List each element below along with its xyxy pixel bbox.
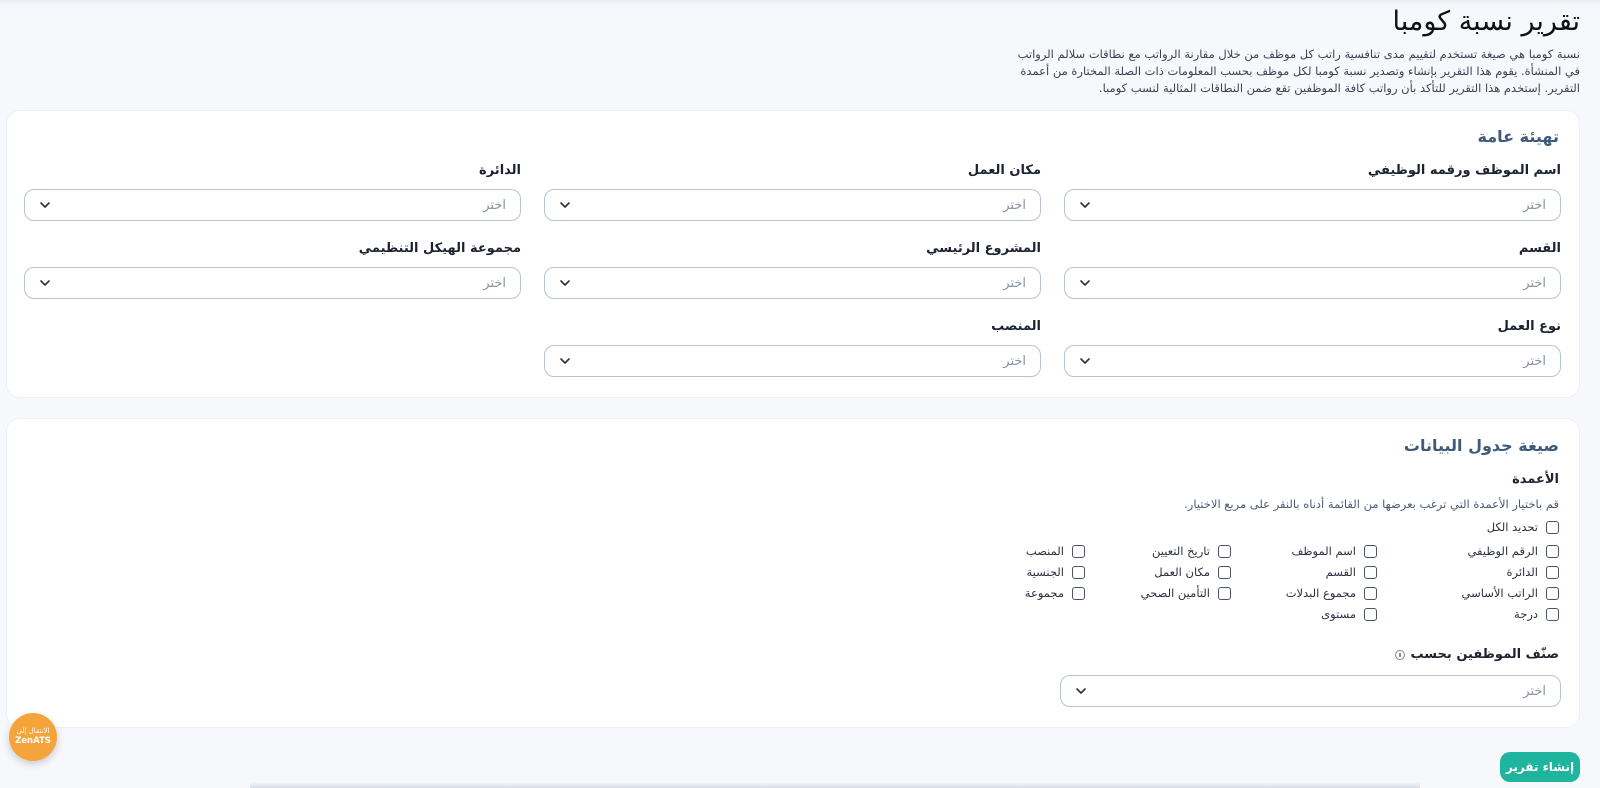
checkbox-box[interactable]	[1546, 521, 1559, 534]
position-field	[544, 319, 1041, 377]
column-checkbox-grade[interactable]	[1514, 607, 1559, 621]
work-type-field	[1064, 319, 1561, 377]
checkbox-box[interactable]	[1072, 587, 1085, 600]
sort-label-text: صنّف الموظفين بحسب	[1410, 647, 1559, 662]
general-setup-card	[6, 110, 1580, 398]
checkbox-box[interactable]	[1364, 566, 1377, 579]
checkbox-box[interactable]	[1546, 608, 1559, 621]
column-checkbox-employee-name[interactable]	[1292, 544, 1378, 558]
checkbox-label: الراتب الأساسي	[1461, 586, 1538, 600]
chevron-down-icon	[1075, 687, 1087, 695]
checkbox-box[interactable]	[1072, 566, 1085, 579]
checkbox-box[interactable]	[1546, 545, 1559, 558]
sort-by-select[interactable]	[1060, 675, 1561, 707]
checkbox-label: الرقم الوظيفي	[1467, 544, 1538, 558]
zenats-switch-badge[interactable]	[9, 713, 57, 761]
select-placeholder: اختر	[1003, 275, 1026, 291]
employee-name-id-select[interactable]	[1064, 189, 1561, 221]
bottom-shade	[250, 782, 1420, 788]
column-checkbox-hire-date[interactable]	[1152, 544, 1231, 558]
top-shadow	[0, 0, 1600, 6]
checkbox-label: تحديد الكل	[1486, 520, 1538, 534]
data-format-card	[6, 418, 1580, 728]
select-placeholder: اختر	[1003, 353, 1026, 369]
checkbox-label: درجة	[1514, 607, 1538, 621]
chevron-down-icon	[1079, 201, 1091, 209]
checkbox-label: مجموع البدلات	[1285, 586, 1356, 600]
checkbox-box[interactable]	[1218, 587, 1231, 600]
column-checkbox-position[interactable]	[1026, 544, 1085, 558]
general-setup-title: تهيئة عامة	[1477, 127, 1559, 146]
work-type-select[interactable]	[1064, 345, 1561, 377]
work-location-select[interactable]	[544, 189, 1041, 221]
page-description: نسبة كومبا هي صيغة تستخدم لتقييم مدى تنافسية راتب كل موظف من خلال مقارنة الرواتب مع نطاقات سلالم الرواتب في المنشأة. يقوم هذا التقرير بإنشاء وتصدير نسبة كومبا لكل موظف بحسب المعلومات ذات الصلة المختارة من أعمدة التقرير. إستخدم هذا التقرير للتأكد بأن رواتب كافة الموظفين تقع ضمن النطاقات المثالية لنسب كومبا.	[1017, 47, 1580, 95]
employee-name-id-field	[1064, 163, 1561, 221]
select-placeholder: اختر	[1523, 353, 1546, 369]
checkbox-box[interactable]	[1546, 566, 1559, 579]
field-label: مكان العمل	[967, 163, 1041, 178]
columns-label: الأعمدة	[1512, 472, 1559, 487]
checkbox-label: مجموعة	[1024, 586, 1064, 600]
columns-hint: قم باختيار الأعمدة التي ترغب بعرضها من القائمة أدناه بالنقر على مربع الاختيار.	[1184, 497, 1559, 511]
sort-employees-label	[1395, 647, 1559, 662]
column-checkbox-section[interactable]	[1326, 565, 1377, 579]
section-select[interactable]	[1064, 267, 1561, 299]
checkbox-label: القسم	[1325, 565, 1356, 579]
checkbox-box[interactable]	[1364, 587, 1377, 600]
zen-badge-line1: الانتقال إلى	[16, 727, 50, 735]
column-checkbox-group[interactable]	[1025, 586, 1085, 600]
checkbox-label: الجنسية	[1026, 565, 1064, 579]
work-location-field	[544, 163, 1041, 221]
select-placeholder: اختر	[1523, 197, 1546, 213]
select-placeholder: اختر	[1523, 275, 1546, 291]
chevron-down-icon	[559, 201, 571, 209]
field-label: مجموعة الهيكل التنظيمي	[358, 241, 521, 256]
main-project-select[interactable]	[544, 267, 1041, 299]
page-title: تقرير نسبة كومبا	[1392, 6, 1580, 37]
checkbox-box[interactable]	[1072, 545, 1085, 558]
select-placeholder: اختر	[483, 197, 506, 213]
generate-report-button[interactable]: إنشاء تقرير	[1500, 752, 1580, 782]
sort-by-field	[1060, 675, 1561, 707]
org-structure-group-select[interactable]	[24, 267, 521, 299]
data-format-title: صيغة جدول البيانات	[1403, 436, 1559, 455]
department-field	[24, 163, 521, 221]
chevron-down-icon	[559, 357, 571, 365]
checkbox-box[interactable]	[1546, 587, 1559, 600]
column-checkbox-level[interactable]	[1321, 607, 1377, 621]
chevron-down-icon	[39, 201, 51, 209]
field-label: اسم الموظف ورقمه الوظيفي	[1367, 163, 1561, 178]
column-checkbox-employee-id[interactable]	[1467, 544, 1559, 558]
checkbox-label: تاريخ التعيين	[1152, 544, 1210, 558]
column-checkbox-total-allowances[interactable]	[1286, 586, 1377, 600]
checkbox-label: مستوى	[1321, 607, 1356, 621]
position-select[interactable]	[544, 345, 1041, 377]
select-placeholder: اختر	[483, 275, 506, 291]
section-field	[1064, 241, 1561, 299]
department-select[interactable]	[24, 189, 521, 221]
field-label: نوع العمل	[1497, 319, 1561, 334]
checkbox-box[interactable]	[1218, 545, 1231, 558]
checkbox-label: اسم الموظف	[1291, 544, 1356, 558]
checkbox-label: مكان العمل	[1154, 565, 1210, 579]
select-placeholder: اختر	[1003, 197, 1026, 213]
chevron-down-icon	[39, 279, 51, 287]
select-all-checkbox[interactable]	[1487, 520, 1559, 534]
chevron-down-icon	[1079, 357, 1091, 365]
checkbox-label: المنصب	[1025, 544, 1064, 558]
chevron-down-icon	[1079, 279, 1091, 287]
select-placeholder: اختر	[1523, 683, 1546, 699]
info-icon[interactable]	[1395, 650, 1405, 660]
checkbox-label: التأمين الصحي	[1140, 586, 1210, 600]
checkbox-box[interactable]	[1364, 608, 1377, 621]
checkbox-box[interactable]	[1218, 566, 1231, 579]
column-checkbox-department[interactable]	[1506, 565, 1559, 579]
org-structure-group-field	[24, 241, 521, 299]
checkbox-box[interactable]	[1364, 545, 1377, 558]
main-project-field	[544, 241, 1041, 299]
chevron-down-icon	[559, 279, 571, 287]
column-checkbox-health-insurance[interactable]	[1141, 586, 1231, 600]
column-checkbox-nationality[interactable]	[1027, 565, 1086, 579]
field-label: المنصب	[991, 319, 1041, 334]
field-label: المشروع الرئيسي	[926, 241, 1041, 256]
zen-badge-line2: ZenATS	[15, 736, 51, 746]
field-label: الدائرة	[479, 163, 521, 178]
field-label: القسم	[1518, 241, 1561, 256]
column-checkbox-basic-salary[interactable]	[1461, 586, 1559, 600]
column-checkbox-work-location[interactable]	[1154, 565, 1231, 579]
checkbox-label: الدائرة	[1506, 565, 1538, 579]
